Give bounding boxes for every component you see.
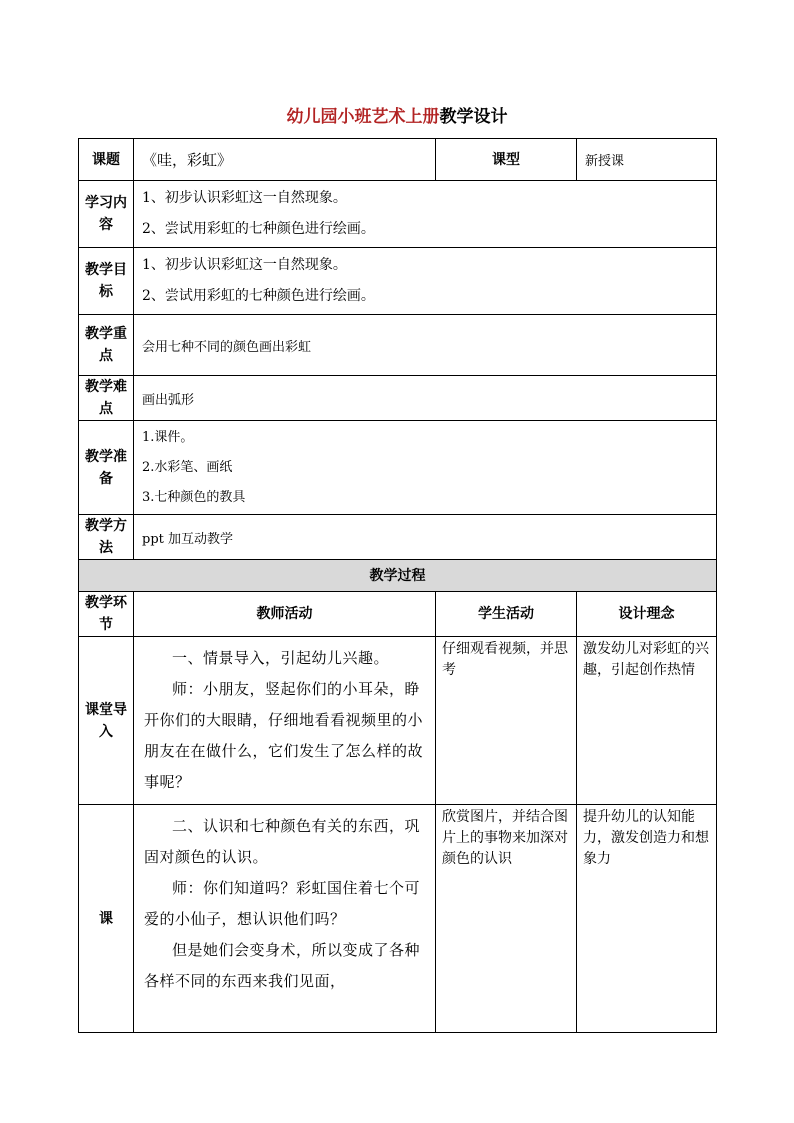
difficulty-label: 教学难点 [79,376,134,421]
col-teacher-header: 教师活动 [134,592,436,637]
process-column-headers [79,592,717,637]
prep-value [134,421,717,515]
teacher-activity-cell [134,637,436,805]
teacher-paragraph: 但是她们会变身术，所以变成了各种各样不同的东西来我们见面， [144,941,421,990]
key-value: 会用七种不同的颜色画出彩虹 [134,315,717,376]
teacher-paragraph: 师：小朋友，竖起你们的小耳朵，睁开你们的大眼睛，仔细地看看视频里的小朋友在在做什么，它们发生了怎么样的故事呢？ [144,680,424,791]
title-black-part: 教学设计 [439,107,508,127]
col-design-header: 设计理念 [577,592,717,637]
type-label: 课型 [436,139,577,181]
goals-line: 1、初步认识彩虹这一自然现象。 [142,257,347,273]
process-row-lesson [79,805,717,1033]
topic-value: 《哇，彩虹》 [134,139,436,181]
design-idea-cell: 提升幼儿的认知能力，激发创造力和想象力 [577,805,717,1033]
student-activity-cell: 欣赏图片，并结合图片上的事物来加深对颜色的认识 [436,805,577,1033]
teacher-paragraph: 二、认识和七种颜色有关的东西，巩固对颜色的认识。 [144,817,421,866]
lesson-plan-table [78,138,717,1033]
content-line: 1、初步认识彩虹这一自然现象。 [142,190,347,206]
col-stage-header: 教学环节 [79,592,134,637]
process-row-intro [79,637,717,805]
prep-line: 3.七种颜色的教具 [142,489,246,505]
teacher-paragraph: 一、情景导入，引起幼儿兴趣。 [172,649,390,667]
content-line: 2、尝试用彩虹的七种颜色进行绘画。 [142,221,375,237]
student-activity-cell: 仔细观看视频，并思考 [436,637,577,805]
prep-label: 教学准备 [79,421,134,515]
type-value: 新授课 [577,139,717,181]
document-title [0,104,794,130]
topic-row [79,139,717,181]
goals-row [79,248,717,315]
method-row [79,515,717,560]
title-red-part: 幼儿园小班艺术上册 [286,107,440,127]
process-heading: 教学过程 [79,560,717,592]
prep-line: 2.水彩笔、画纸 [142,459,233,475]
prep-line: 1.课件。 [142,429,194,445]
key-label: 教学重点 [79,315,134,376]
key-row [79,315,717,376]
stage-cell: 课堂导入 [79,637,134,805]
stage-cell: 课 [79,805,134,1033]
goals-line: 2、尝试用彩虹的七种颜色进行绘画。 [142,288,375,304]
teacher-activity-cell [134,805,436,1033]
prep-row [79,421,717,515]
method-label: 教学方法 [79,515,134,560]
difficulty-value: 画出弧形 [134,376,717,421]
design-idea-cell: 激发幼儿对彩虹的兴趣，引起创作热情 [577,637,717,805]
content-row [79,181,717,248]
process-heading-row [79,560,717,592]
topic-label: 课题 [79,139,134,181]
content-label: 学习内容 [79,181,134,248]
goals-value [134,248,717,315]
difficulty-row [79,376,717,421]
method-value: ppt 加互动教学 [134,515,717,560]
goals-label: 教学目标 [79,248,134,315]
col-student-header: 学生活动 [436,592,577,637]
content-value [134,181,717,248]
teacher-paragraph: 师：你们知道吗？彩虹国住着七个可爱的小仙子，想认识他们吗？ [144,879,421,928]
